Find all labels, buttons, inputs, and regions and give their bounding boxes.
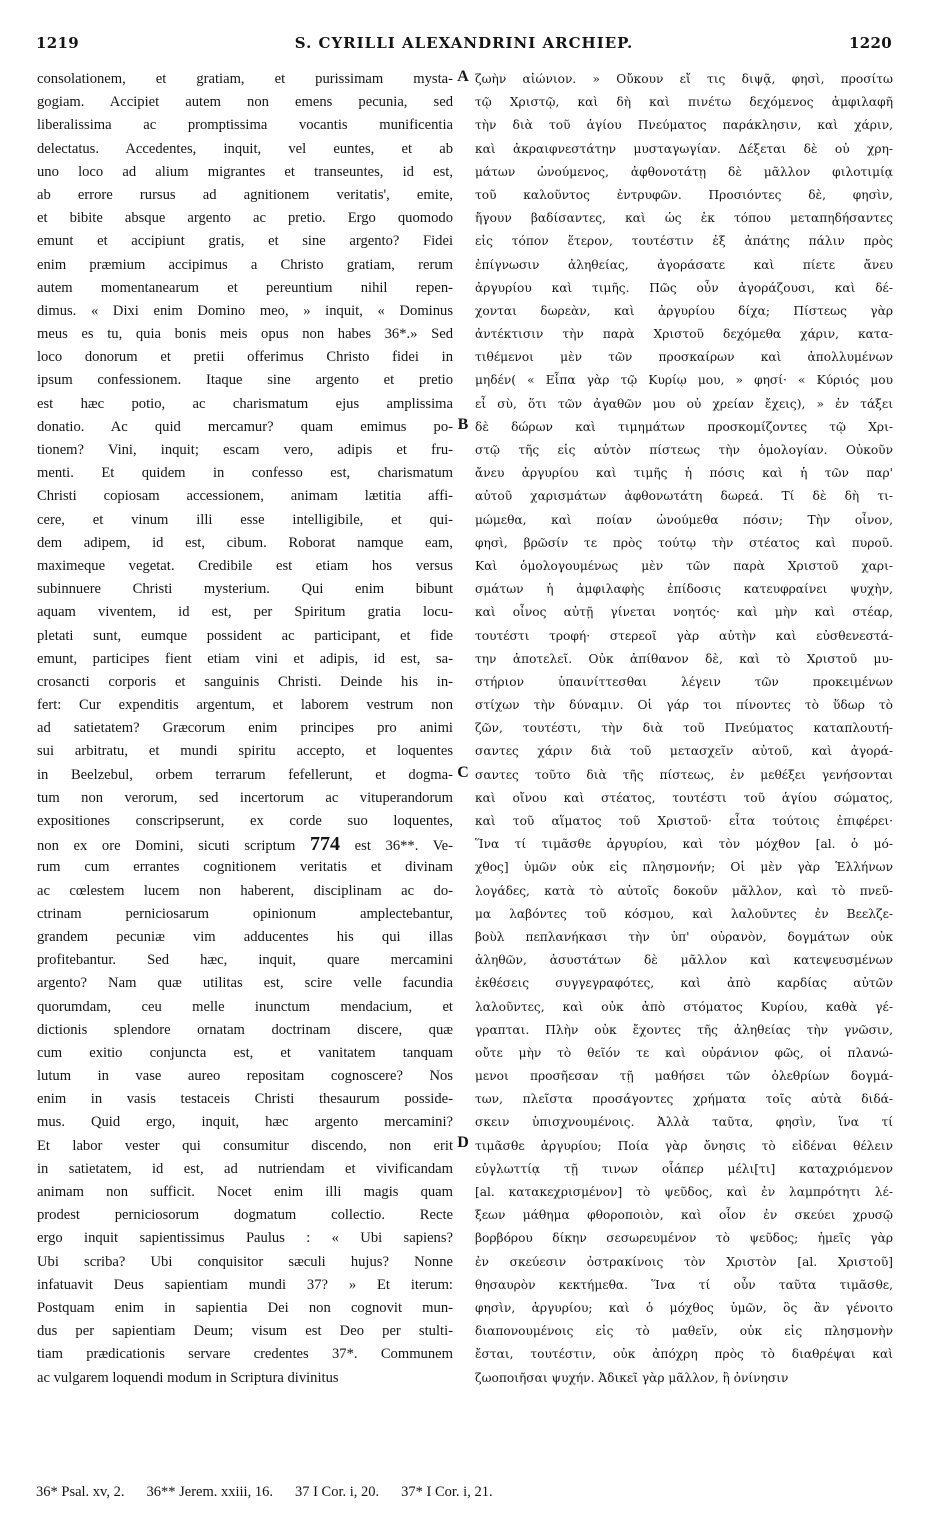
latin-text-line: dictionis splendore ornatam doctrinam discere, quæ	[37, 1021, 453, 1038]
greek-text-line: καὶ οἴνου καὶ στέατος, τουτέστι τοῦ ἁγίου σώματος,	[475, 790, 893, 805]
greek-text-line: διαπονουμένοις εἰς τὸ μαθεῖν, οὐκ εἰς πλησμονὴν	[475, 1324, 893, 1339]
footnote: 36** Jerem. xxiii, 16.	[146, 1484, 273, 1500]
footnote: 36* Psal. xv, 2.	[36, 1484, 125, 1500]
latin-text-line: fert: Cur expenditis argentum, et laborem vestrum non	[37, 697, 453, 714]
greek-text-line: εἶ σὺ, ὅτι τῶν ἀγαθῶν μου οὐ χρείαν ἔχεις), » ἐν τάξει	[475, 396, 893, 411]
footnotes	[36, 1484, 892, 1501]
greek-text-line: σμάτων ἡ ἀμφιλαφὴς ἐπίδοσις κατευφραίνει ψυχὴν,	[475, 582, 893, 597]
greek-text-line: βοὺλ πεπλανήκασι τὴν ὑπ' οὐρανὸν, δογμάτων οὐκ	[475, 929, 893, 944]
greek-text-line: ἐπίγνωσιν ἀληθείας, ἀγοράσατε καὶ πίετε ἄνευ	[475, 257, 893, 272]
greek-text-line: θησαυρὸν κεκτήμεθα. Ἵνα τί οὖν ταῦτα τιμᾶσθε,	[475, 1277, 893, 1292]
greek-text-line: ζῶν, τουτέστι, τὴν διὰ τοῦ Πνεύματος καταπλουτή-	[475, 721, 893, 736]
greek-text-line: τὴν διὰ τοῦ ἁγίου Πνεύματος παράκλησιν, καὶ χάριν,	[475, 118, 893, 133]
latin-text-line: dimus. « Dixi enim Domino meo, » inquit, « Dominus	[37, 302, 453, 319]
latin-text-line: grandem pecuniæ vim adducentes his qui illas	[37, 928, 453, 945]
latin-text-line: animam non sufficit. Nocet enim illi magis quam	[37, 1184, 453, 1200]
greek-text-line: ἤγουν βαδίσαντες, καὶ ὡς ἐκ τόπου μεταπηδήσαντες	[475, 211, 893, 226]
greek-text-line: ξεων μάθημα φθοροποιὸν, καὶ οἷον ἐν σκεύει χρυσῷ	[475, 1208, 893, 1223]
greek-text-line: σαντες τοῦτο διὰ τῆς πίστεως, ἐν μεθέξει γενήσονται	[475, 767, 893, 782]
greek-text-line: ἀντέκτισιν τὴν παρὰ Χριστοῦ δεχόμεθα χάριν, κατα-	[475, 327, 893, 342]
latin-column	[37, 68, 453, 1390]
greek-text-line: εὐγλωττίᾳ τῇ τινων οἷάπερ μέλι[τι] καταχριόμενον	[475, 1161, 893, 1176]
latin-text-line: ergo inquit sapientissimus Paulus : « Ubi sapiens?	[37, 1230, 453, 1247]
latin-text-line: tionem? Vini, inquit; escam vero, adipis et fru-	[37, 442, 453, 458]
latin-text-line: dem adipem, id est, cibum. Roborat namque eam,	[37, 534, 453, 551]
greek-text-line: τῷ Χριστῷ, καὶ δὴ καὶ πινέτω δεχόμενος ἀμφιλαφῆ	[475, 95, 893, 110]
latin-text-line: delectatus. Accedentes, inquit, vel euntes, et ab	[37, 140, 453, 157]
latin-text-line: tiam prædicationis servare credentes 37*. Communem	[37, 1346, 453, 1363]
latin-text-line: Et labor vester qui consumitur discendo, non erit	[37, 1137, 453, 1154]
greek-column	[475, 68, 893, 1390]
latin-text-line: loco donorum et pretii offerimus Christo fidei in	[37, 349, 453, 366]
latin-text-line: ad satietatem? Græcorum enim principes pro animi	[37, 720, 453, 737]
greek-text-line: λογάδες, κατὰ τὸ αὐτοῖς δοκοῦν μᾶλλον, καὶ τὸ πνεῦ-	[475, 883, 893, 898]
section-marker-a: A	[457, 68, 469, 85]
greek-text-line: των, πλεῖστα προσάγοντες χρήματα τοῖς αὐτὰ διδά-	[475, 1092, 893, 1107]
greek-text-line: μηδέν( « Εἶπα γὰρ τῷ Κυρίῳ μου, » φησί· « Κύριός μου	[475, 373, 893, 388]
latin-text-line: sui arbitratu, et mundi spiritu accepto, et loquentes	[37, 743, 453, 760]
greek-text-line: καὶ ἀκραιφνεστάτην μυσταγωγίαν. Δέξεται δὲ οὐ χρη-	[475, 141, 893, 156]
page-number-left: 1219	[36, 34, 79, 52]
greek-text-line: μώμεθα, καὶ ποίαν ὠνούμεθα πόσιν; Τὴν οἶνον,	[475, 512, 893, 527]
greek-text-line: ἀργυρίου καὶ τιμῆς. Πῶς οὖν ἀγοράζουσι, καὶ δέ-	[475, 280, 893, 295]
latin-text-line: ac vulgarem loquendi modum in Scriptura divinitus	[37, 1369, 339, 1386]
latin-text-line: ab errore rursus ad agnitionem veritatis', emite,	[37, 186, 453, 203]
greek-text-line: Ἵνα τί τιμᾶσθε ἀργυρίου, καὶ τὸν μόχθον [al. ὁ μό-	[475, 837, 893, 852]
greek-text-line: ἐκθέσεις συγγεγραφότες, καὶ ἀπὸ καρδίας αὐτῶν	[475, 976, 893, 991]
latin-text-line: dus per sapientiam Deum; visum est Deo per stulti-	[37, 1323, 453, 1340]
greek-text-line: ζωοποιῆσαι ψυχήν. Ἀδικεῖ γὰρ μᾶλλον, ἢ ὀνίνησιν	[475, 1370, 789, 1385]
latin-text-line: in satietatem, id est, ad nutriendam et vivificandam	[37, 1160, 453, 1177]
latin-text-line: consolationem, et gratiam, et purissimam mysta-	[37, 71, 453, 87]
greek-text-line: τιμᾶσθε ἀργυρίου; Ποία γὰρ ὄνησις τὸ εἰδέναι θέλειν	[475, 1138, 893, 1153]
latin-text-line: Christi copiosam accessionem, animam lætitia affi-	[37, 488, 453, 505]
greek-text-line: γραπται. Πλὴν οὐκ ἔχοντες τῆς ἀληθείας τὴν γνῶσιν,	[475, 1022, 893, 1037]
latin-text-line: est hæc potio, ac charismatum ejus amplissima	[37, 395, 453, 412]
latin-text-line: enim præmium accipimus a Christo gratiam, rerum	[37, 256, 453, 273]
greek-text-line: ἀληθῶν, ἀσυστάτων δὲ μᾶλλον καὶ κατεψευσμένων	[475, 953, 893, 968]
latin-text-line: non ex ore Domini, sicuti scriptum 774 est 36**. Ve-	[37, 833, 453, 856]
latin-text-line: ctrinam perniciosarum opinionum amplectebantur,	[37, 905, 453, 922]
greek-text-line: καὶ οἶνος αὐτῇ γίνεται νοητός· καὶ μὴν καὶ στέαρ,	[475, 605, 893, 620]
greek-text-line: φησὶν, ἀργυρίου; καὶ ὁ μόχθος ὑμῶν, ὃς ἂν γένοιτο	[475, 1300, 893, 1315]
greek-text-line: βορβόρου δίκην σεσωρευμένον τὸ ψεῦδος; ἡμεῖς γὰρ	[475, 1231, 893, 1246]
greek-text-line: ἐν σκεύεσιν ὀστρακίνοις τὸν Χριστὸν [al. Χριστοῦ]	[475, 1254, 893, 1269]
latin-text-line: gogiam. Accipiet autem non emens pecunia, sed	[37, 94, 453, 111]
latin-text-line: quorumdam, ceu melle inunctum mendacium, et	[37, 998, 453, 1015]
latin-text-line: donatio. Ac quid mercamur? quam emimus po-	[37, 418, 453, 435]
latin-text-line: emunt, participes fient etiam vini et adipis, id est, sa-	[37, 650, 453, 667]
latin-text-line: argento? Nam quæ utilitas est, scire velle facundia	[37, 975, 453, 992]
latin-text-line: pletati sunt, eumque possident ac participant, et fide	[37, 627, 453, 644]
greek-text-line: αὐτοῦ χαρισμάτων ἀφθονωτάτη δωρεά. Τί δὲ δὴ τι-	[475, 489, 893, 504]
greek-text-line: ἄνευ ἀργυρίου καὶ τιμῆς ἡ πόσις καὶ ἡ τῶν παρ'	[475, 466, 893, 481]
latin-text-line: et bibite absque argento ac pretio. Ergo quomodo	[37, 210, 453, 227]
latin-text-line: cum exitio conjuncta est, et vanitatem tanquam	[37, 1044, 453, 1061]
greek-text-line: στίχων τὴν δύναμιν. Οἱ γάρ τοι πίνοντες τὸ ὕδωρ τὸ	[475, 698, 893, 713]
running-header	[36, 30, 892, 60]
greek-text-line: οὔτε μὴν τὸ θεῖόν τε καὶ οὐράνιον φῶς, οἱ πλανώ-	[475, 1045, 893, 1060]
latin-text-line: emunt et accipiunt gratis, et sine argento? Fidei	[37, 233, 453, 250]
latin-text-line: expositiones conscripserunt, ex corde suo loquentes,	[37, 813, 453, 829]
section-marker-d: D	[457, 1134, 469, 1151]
latin-text-line: tum non verorum, sed incertorum ac vituperandorum	[37, 789, 453, 806]
greek-text-line: σαντες χάριν διὰ τοῦ μετασχεῖν αὐτοῦ, καὶ ἀγορά-	[475, 744, 893, 759]
greek-text-line: εἰς τόπον ἕτερον, τουτέστιν ἐξ ἀπάτης πάλιν πρὸς	[475, 234, 893, 249]
latin-text-line: subinnuere Christi mysterium. Qui enim bibunt	[37, 581, 453, 598]
greek-text-line: μάτων ὠνούμενος, ἀφθονοτάτῃ δὲ μᾶλλον φιλοτιμίᾳ	[475, 164, 893, 179]
greek-text-line: στήριον ὑπαινίττεσθαι λέγειν τῶν προκειμένων	[475, 674, 893, 689]
greek-text-line: καὶ τοῦ αἵματος τοῦ Χριστοῦ· εἶτα τούτοις ἐπιφέρει·	[475, 814, 893, 828]
greek-text-line: την ἀποτελεῖ. Οὐκ ἀπίθανον δὲ, καὶ τὸ Χριστοῦ μυ-	[475, 651, 893, 666]
greek-text-line: δὲ δώρων καὶ τιμημάτων προσκομίζοντες τῷ Χρι-	[475, 419, 893, 434]
latin-text-line: mus. Quid ergo, inquit, hæc argento mercamini?	[37, 1114, 453, 1131]
running-title: S. CYRILLI ALEXANDRINI ARCHIEP.	[294, 34, 634, 52]
latin-text-line: in Beelzebul, orbem terrarum fefellerunt, et dogma-	[37, 766, 453, 783]
latin-text-line: meus es tu, quia bonis meis opus non habes 36*.» Sed	[37, 326, 453, 343]
latin-text-line: enim in vasis testaceis Christi thesaurum posside-	[37, 1091, 453, 1108]
greek-text-line: χονται δωρεὰν, καὶ ἀργυρίου δίχα; Πίστεως γὰρ	[475, 303, 893, 318]
footnote: 37* I Cor. i, 21.	[401, 1484, 493, 1500]
section-marker-c: C	[457, 764, 469, 781]
latin-text-line: menti. Et quidem in confesso est, charismatum	[37, 465, 453, 482]
greek-text-line: τιθέμενοι μὲν τῶν προσκαίρων καὶ ἀπολλυμένων	[475, 350, 893, 365]
greek-text-line: [al. κατακεχρισμένον] τὸ ψεῦδος, καὶ ἐν λαμπρότητι λέ-	[475, 1185, 893, 1199]
latin-text-line: prodest perniciosorum dogmatum collectio. Recte	[37, 1207, 453, 1224]
footnote: 37 I Cor. i, 20.	[294, 1484, 380, 1500]
greek-text-line: λαλοῦντες, καὶ οὐκ ἀπὸ στόματος Κυρίου, καθὰ γέ-	[475, 999, 893, 1014]
section-marker-b: B	[457, 416, 469, 433]
greek-text-line: χθος] ὑμῶν οὐκ εἰς πλησμονήν; Οἱ μὲν γὰρ Ἑλλήνων	[475, 860, 893, 875]
greek-text-line: ἔσται, τουτέστιν, οὐκ ἀπόχρη πρὸς τὸ διαθρέψαι καὶ	[475, 1347, 893, 1362]
latin-text-line: lutum in vase aureo repositam cognoscere? Nos	[37, 1068, 453, 1085]
latin-text-line: aquam viventem, id est, per Spiritum gratia locu-	[37, 604, 453, 621]
greek-text-line: στῷ τῆς εἰς αὐτὸν πίστεως τὴν ὁμολογίαν. Οὐκοῦν	[475, 443, 893, 457]
greek-text-line: ζωὴν αἰώνιον. » Οὔκουν εἴ τις διψᾷ, φησὶ, προσίτω	[475, 72, 893, 86]
greek-text-line: τουτέστι τροφή· στερεοῖ γὰρ αὐτὴν καὶ εὐσθενεστά-	[475, 628, 893, 643]
latin-text-line: Postquam enim in sapientia Dei non cognovit mun-	[37, 1299, 453, 1316]
latin-text-line: cere, et vinum illi esse intelligibile, et qui-	[37, 511, 453, 528]
latin-text-line: profitebantur. Sed hæc, inquit, quare mercamini	[37, 952, 453, 969]
latin-text-line: infatuavit Deus sapientiam mundi 37? » Et iterum:	[37, 1276, 453, 1293]
latin-text-line: maximeque vegetat. Credibile est etiam hos versus	[37, 557, 453, 574]
greek-text-line: μα λαβόντες τοῦ κόσμου, καὶ λαλοῦντες ἐν Βεελζε-	[475, 906, 893, 921]
page-number-right: 1220	[849, 34, 892, 52]
greek-text-line: σκειν ὑπισχνουμένοις. Ἀλλὰ ταῦτα, φησὶν, ἵνα τί	[475, 1115, 893, 1130]
latin-text-line: uno loco ad alium migrantes et transeuntes, id est,	[37, 163, 453, 180]
greek-text-line: Καὶ ὁμολογουμένως μὲν τῶν παρὰ Χριστοῦ χαρι-	[475, 558, 893, 573]
latin-text-line: crosancti corporis et sanguinis Christi. Deinde his in-	[37, 673, 453, 690]
greek-text-line: φησὶ, βρῶσίν τε πρὸς τούτῳ τὴν στέατος καὶ πυροῦ.	[475, 535, 893, 550]
latin-text-line: ac cœlestem lucem non haberent, disciplinam ac do-	[37, 882, 453, 899]
latin-text-line: rum cum errantes cognitionem veritatis et divinam	[37, 859, 453, 876]
latin-text-line: Ubi scriba? Ubi conquisitor sæculi hujus? Nonne	[37, 1253, 453, 1270]
greek-text-line: μενοι προσῆεσαν τῇ μαθήσει τῶν ὀλεθρίων δογμά-	[475, 1069, 893, 1084]
greek-text-line: τοῦ καλοῦντος ἐντρυφῶν. Προσιόντες δὲ, φησὶν,	[475, 187, 893, 202]
column-number: 774	[310, 833, 341, 856]
latin-text-line: ipsum confessionem. Itaque sine argento et pretio	[37, 372, 453, 389]
latin-text-line: autem momentanearum et pereuntium nihil repen-	[37, 279, 453, 296]
latin-text-line: liberalissima ac promptissima vocantis munificentia	[37, 117, 453, 134]
